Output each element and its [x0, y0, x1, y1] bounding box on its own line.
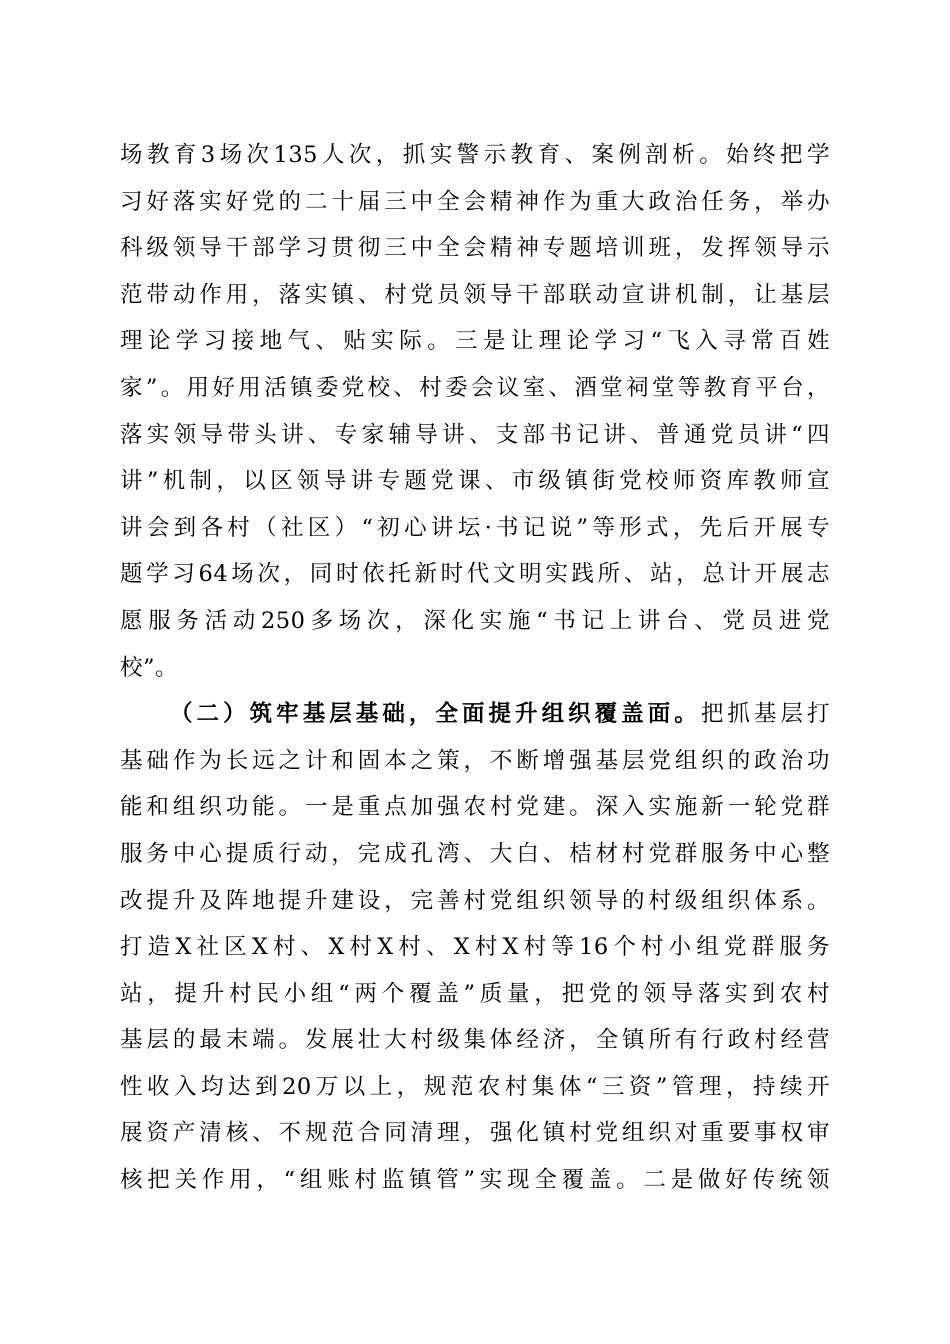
text-line: 场教育3场次135人次，抓实警示教育、案例剖析。始终把学 [120, 142, 830, 168]
text-line: 习好落实好党的二十届三中全会精神作为重大政治任务，举办 [120, 188, 830, 215]
text-line: 站，提升村民小组“两个覆盖”质量，把党的领导落实到农村 [120, 980, 830, 1007]
text-line: 能和组织功能。一是重点加强农村党建。深入实施新一轮党群 [120, 794, 830, 821]
body-text [120, 132, 830, 1204]
text-line: 讲”机制，以区领导讲专题党课、市级镇街党校师资库教师宣 [120, 468, 830, 495]
text-line: 科级领导干部学习贯彻三中全会精神专题培训班，发挥领导示 [120, 235, 830, 262]
text-line: 范带动作用，落实镇、村党员领导干部联动宣讲机制，让基层 [120, 281, 830, 308]
text-line: 基础作为长远之计和固本之策，不断增强基层党组织的政治功 [120, 747, 830, 774]
text-line: 家”。用好用活镇委党校、村委会议室、酒堂祠堂等教育平台， [120, 374, 830, 401]
text-line: 核把关作用，“组账村监镇管”实现全覆盖。二是做好传统领 [120, 1167, 830, 1194]
text-line: 展资产清核、不规范合同清理，强化镇村党组织对重要事权审 [120, 1120, 830, 1147]
text-line: 改提升及阵地提升建设，完善村党组织领导的村级组织体系。 [120, 887, 830, 914]
text-line: 落实领导带头讲、专家辅导讲、支部书记讲、普通党员讲“四 [120, 421, 830, 448]
text-line: 理论学习接地气、贴实际。三是让理论学习“飞入寻常百姓 [120, 328, 830, 355]
text-line: 愿服务活动250多场次，深化实施“书记上讲台、党员进党 [120, 607, 830, 634]
section-heading-line [120, 691, 830, 738]
text-line: 校”。 [120, 654, 179, 681]
text-line: 题学习64场次，同时依托新时代文明实践所、站，总计开展志 [120, 561, 830, 588]
section-first-line-text: 把抓基层打 [700, 701, 830, 728]
section-heading: （二）筑牢基层基础，全面提升组织覆盖面。 [170, 701, 701, 728]
text-line: 讲会到各村（社区）“初心讲坛·书记说”等形式，先后开展专 [120, 514, 830, 541]
text-line: 性收入均达到20万以上，规范农村集体“三资”管理，持续开 [120, 1073, 830, 1100]
text-line: 基层的最末端。发展壮大村级集体经济，全镇所有行政村经营 [120, 1027, 830, 1054]
text-line: 打造X社区X村、X村X村、X村X村等16个村小组党群服务 [120, 934, 830, 961]
text-line: 服务中心提质行动，完成孔湾、大白、桔材村党群服务中心整 [120, 840, 830, 867]
